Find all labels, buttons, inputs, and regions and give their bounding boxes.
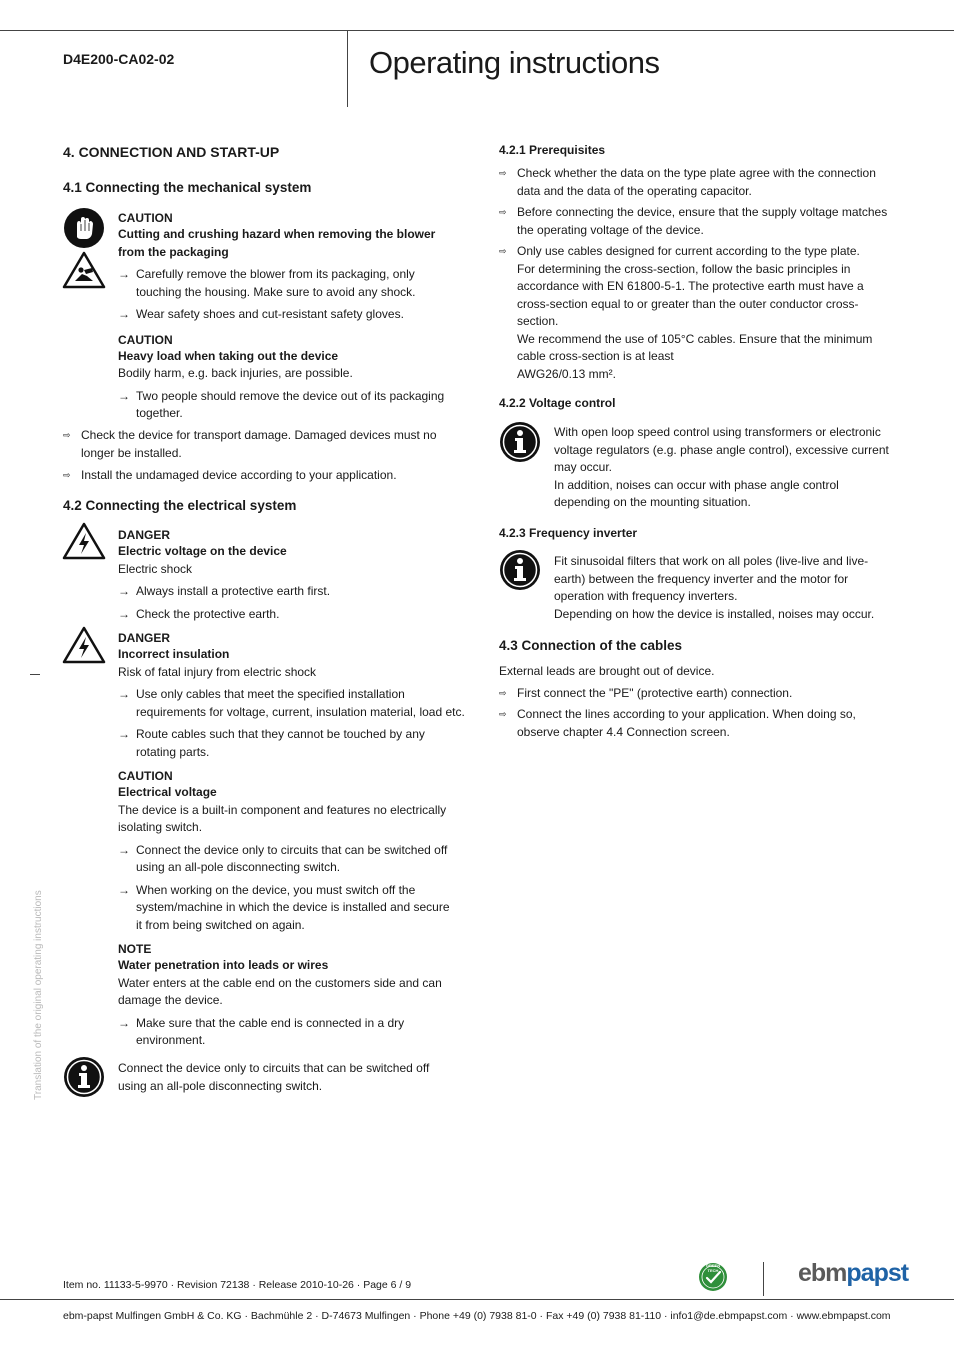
bullet-text: AWG26/0.13 mm². [517,366,616,381]
paragraph-line: With open loop speed control using transformers or electronic [554,425,881,439]
note-label: NOTE [118,942,152,956]
caution-1-block [118,210,468,423]
logo-papst: papst [846,1259,909,1287]
arrow-icon: → [118,1015,130,1030]
item-info-line: Item no. 11133-5-9970 · Revision 72138 · Release 2010-10-26 · Page 6 / 9 [63,1279,412,1291]
step-text: When working on the device, you must switch off the [136,882,416,897]
paragraph-line: In addition, noises can occur with phase angle control [554,477,839,492]
info-icon [499,421,541,469]
bullet-text: cable cross-section is at least [517,349,674,363]
paragraph-line: operation with frequency inverters. [554,589,738,603]
step-text: Connect the device only to circuits that can be switched off [136,842,448,857]
left-bullets [63,427,463,515]
bullet-text: First connect the "PE" (protective earth) connection. [517,685,793,700]
danger-label: DANGER [118,528,171,542]
paragraph-line: earth) between the frequency inverter and the motor for [554,571,849,586]
caution-label: CAUTION [118,769,173,783]
danger-subtitle: Electric voltage on the device [118,544,287,558]
bullet-text: Check whether the data on the type plate agree with the connection [517,166,876,180]
caution-subtitle-cont: from the packaging [118,244,229,259]
instruction-step [118,388,468,423]
bullet-arrow-icon: ⇨ [499,687,507,698]
caution-label: CAUTION [118,211,173,225]
instruction-step [118,686,468,721]
instruction-step [118,1015,468,1050]
note-subtitle: Water penetration into leads or wires [118,958,329,972]
paragraph-line: Fit sinusoidal filters that work on all poles (live-live and live- [554,554,869,568]
crushing-hazard-icon [62,250,106,296]
list-item [499,243,899,383]
danger-block [118,527,468,1050]
arrow-icon: → [118,584,130,598]
arrow-icon: → [118,307,130,321]
bullet-arrow-icon: ⇨ [499,246,507,256]
logo-ebm: ebm [798,1259,847,1287]
bullet-arrow-icon: ⇨ [63,430,71,440]
step-text: using an all-pole disconnecting switch. [136,860,341,874]
fold-mark [30,674,40,675]
instruction-step [118,882,468,935]
info-icon [63,1056,105,1104]
subsection-title-4-2: 4.2 Connecting the electrical system [63,497,297,513]
header-divider [347,30,348,107]
list-item [499,165,899,200]
list-item [63,427,463,462]
subsection-title-4-2-3: 4.2.3 Frequency inverter [499,526,638,540]
instruction-step [118,726,468,761]
paragraph-line: External leads are brought out of device. [499,664,715,678]
company-contact-line: ebm-papst Mulfingen GmbH & Co. KG · Bachmühle 2 · D-74673 Mulfingen · Phone +49 (0) 7938 81-0 · Fax +49 (0) 7938 81-110 · info1@de.ebmpapst.com · www.ebmpapst.com [63,1310,891,1322]
caution-label: CAUTION [118,332,173,347]
instruction-step [118,583,468,601]
bullet-arrow-icon: ⇨ [63,470,71,480]
danger-description: Risk of fatal injury from electric shock [118,664,317,679]
step-text: system/machine in which the device is installed and secure [136,900,450,914]
note-description: damage the device. [118,993,223,1007]
bullet-arrow-icon: ⇨ [499,207,507,217]
step-text: Check the protective earth. [136,606,280,621]
bullet-text: Check the device for transport damage. Damaged devices must no [81,428,437,442]
bullet-text: Install the undamaged device according to your application. [81,468,397,482]
danger-label: DANGER [118,631,171,645]
bullet-text: For determining the cross-section, follow the basic principles in [517,261,851,276]
step-text: Make sure that the cable end is connected in a dry [136,1015,405,1030]
danger-description: Electric shock [118,561,193,576]
left-column [63,143,463,197]
side-translation-note: Translation of the original operating instructions [33,890,44,1100]
caution-description: isolating switch. [118,820,203,834]
subsection-title-4-2-1: 4.2.1 Prerequisites [499,143,606,157]
subsection-title-4-2-2: 4.2.2 Voltage control [499,396,616,410]
paragraph-line: depending on the mounting situation. [554,495,751,509]
instruction-step [118,606,468,624]
caution-description: The device is a built-in component and features no electrically [118,802,447,817]
info-icon [499,549,541,597]
caution-description: Bodily harm, e.g. back injuries, are possible. [118,366,353,380]
step-text: together. [136,406,183,420]
bullet-text: cross-section equal to or greater than the outer conductor cross- [517,296,859,311]
company-logo [798,1258,908,1288]
footer-divider [763,1262,764,1296]
bullet-text: Only use cables designed for current according to the type plate. [517,244,860,258]
step-text: requirements for voltage, current, insulation material, load etc. [136,704,465,719]
list-item [499,204,899,239]
step-text: it from being switched on again. [136,917,305,932]
arrow-icon: → [118,842,130,857]
danger-subtitle: Incorrect insulation [118,647,230,661]
electric-hazard-icon [62,521,106,567]
info-text: Connect the device only to circuits that can be switched off [118,1061,430,1075]
caution-subtitle: Cutting and crushing hazard when removing the blower [118,227,436,241]
bullet-text: longer be installed. [81,445,182,460]
bullet-text: Before connecting the device, ensure that the supply voltage matches [517,205,888,219]
step-text: Wear safety shoes and cut-resistant safety gloves. [136,307,404,321]
arrow-icon: → [118,727,130,741]
frequency-inverter-text [554,553,904,623]
instruction-step [118,842,468,877]
footer-rule [0,1299,954,1300]
step-text: touching the housing. Make sure to avoid any shock. [136,284,416,299]
gloves-icon [63,207,105,255]
step-text: rotating parts. [136,744,210,759]
right-column [499,142,899,411]
subsection-title-4-3: 4.3 Connection of the cables [499,638,683,653]
instruction-step [118,306,468,324]
arrow-icon: → [118,388,130,403]
info-text: using an all-pole disconnecting switch. [118,1078,323,1093]
arrow-icon: → [118,687,130,701]
section-title: 4. CONNECTION AND START-UP [63,144,280,160]
step-text: environment. [136,1033,206,1047]
bullet-text: observe chapter 4.4 Connection screen. [517,724,730,739]
subsection-title-4-1: 4.1 Connecting the mechanical system [63,180,312,195]
bullet-text: Connect the lines according to your application. When doing so, [517,707,856,721]
list-item [499,685,899,703]
bullet-text: accordance with EN 61800-5-1. The protective earth must have a [517,279,864,293]
step-text: Use only cables that meet the specified installation [136,687,405,701]
voltage-control-text [554,424,904,512]
info-note [118,1060,468,1095]
page-title: Operating instructions [369,45,660,80]
arrow-icon: → [118,606,130,621]
step-text: Always install a protective earth first. [136,584,331,598]
step-text: Carefully remove the blower from its packaging, only [136,267,415,281]
bullet-arrow-icon: ⇨ [499,709,507,719]
header-top-rule [0,30,954,31]
bullet-text: the operating voltage of the device. [517,222,704,237]
arrow-icon: → [118,267,130,281]
paragraph-line: voltage regulators (e.g. phase angle control), excessive current [554,442,889,457]
cables-section [499,637,899,741]
bullet-text: We recommend the use of 105°C cables. Ensure that the minimum [517,331,873,346]
note-description: Water enters at the cable end on the customers side and can [118,975,442,990]
paragraph-line: Depending on how the device is installed, noises may occur. [554,606,875,621]
electric-hazard-icon [62,625,106,671]
frequency-inverter-heading [499,525,899,541]
caution-subtitle: Heavy load when taking out the device [118,348,339,363]
arrow-icon: → [118,882,130,897]
step-text: Route cables such that they cannot be touched by any [136,727,425,741]
bullet-arrow-icon: ⇨ [499,168,507,178]
list-item [63,467,463,485]
green-tech-label: GREEN TECH [705,1263,721,1273]
step-text: Two people should remove the device out of its packaging [136,388,445,403]
bullet-text: section. [517,314,559,328]
instruction-step [118,266,468,301]
caution-subtitle: Electrical voltage [118,785,217,799]
list-item [499,706,899,741]
document-id: D4E200-CA02-02 [63,51,175,67]
bullet-text: data and the data of the operating capacitor. [517,183,752,198]
paragraph-line: may occur. [554,460,613,474]
